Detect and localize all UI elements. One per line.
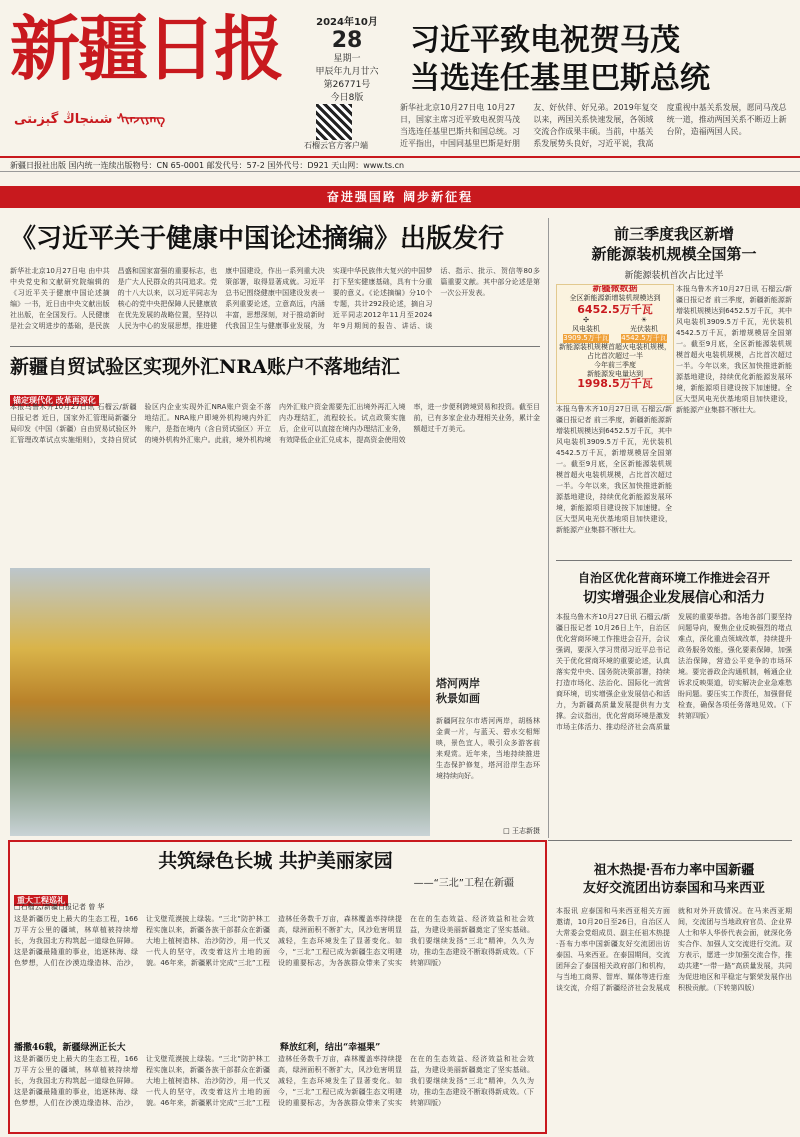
green-body-cont: 这是新疆历史上最大的生态工程，166万平方公里的疆域，林草植被持续增长，为我国北方构筑起一道绿色屏障。这是新疆最隆重的事业，追逐林海、绿色梦想，人们在沙漠边缘造林、治沙，让戈壁荒漠披上绿装。“三北”防护林工程实施以来，新疆各族干部群众在新疆大地上植树造林、治沙防沙，用一代又一代人的坚守，改变着这片土地的面貌。46年来，新疆累计完成“三北”工程造林任务数千万亩，森林覆盖率持续提高，绿洲面积不断扩大，风沙危害明显减轻，生态环境发生了显著变化。如今，“三北”工程已成为新疆生态文明建设的重要标志，为各族群众带来了实实在在的生态效益、经济效益和社会效益，为建设美丽新疆奠定了坚实基础。我们要继续发扬“三北”精神，久久为功，推动生态建设不断取得新成效。（下转第四版） [14, 1055, 534, 1107]
top-headline-line2: 当选连任基里巴斯总统 [410, 61, 710, 96]
biz-headline-line1: 自治区优化营商环境工作推进会召开 [577, 571, 770, 585]
infographic-label-gen: 新能源发电量达到 [587, 370, 643, 378]
biz-body: 本报乌鲁木齐10月27日讯 石榴云/新疆日报记者 10月26日上午，自治区优化营商环境工作推进会召开，会议强调，要深入学习贯彻习近平总书记关于优化营商环境的重要论述，认真落实党中央、国务院决策部署，持续打造市场化、法治化、国际化一流营商环境，切实增强企业发展信心和活力，为新疆高质量发展提供有力支撑。会议指出，优化营商环境是激发市场主体活力、推动经济社会高质量发展的重要举措。各地各部门要坚持问题导向，聚焦企业反映强烈的堵点难点，深化重点领域改革，持续提升政务服务效能，强化要素保障，加强法治保障，营造公平竞争的市场环境。要完善政企沟通机制，畅通企业诉求反映渠道，切实解决企业急难愁盼问题。要压实工作责任，加强督促检查，确保各项任务落地见效。（下转第四版） [556, 613, 792, 731]
photo-tarim-autumn[interactable] [10, 568, 430, 836]
column-divider [548, 218, 549, 838]
solar-label: 光伏装机 [630, 325, 658, 333]
nev-headline[interactable] [556, 224, 792, 264]
photo-caption: 新疆阿拉尔市塔河两岸，胡杨林金黄一片，与蓝天、碧水交相辉映，景色宜人，吸引众多游客前来观赏。近年来，当地持续推进生态保护修复，塔河沿岸生态环境持续向好。 [436, 717, 540, 780]
masthead-uyghur-name: شىنجاڭ گېزىتى ᠰᠢᠨᠵᠢᠶᠠᠩ [14, 112, 166, 127]
diplo-headline[interactable] [556, 862, 792, 898]
date-weekday: 星期一 [333, 54, 361, 64]
qr-code-icon[interactable] [316, 104, 352, 140]
green-subhead-1: 播撒46载，新疆绿洲正长大 [14, 1043, 126, 1053]
ftz-headline[interactable]: 新疆自贸试验区实现外汇NRA账户不落地结汇 [10, 356, 400, 378]
diplo-headline-line2: 友好交流团出访泰国和马来西亚 [582, 881, 765, 896]
nev-headline-line1: 前三季度我区新增 [613, 225, 734, 243]
green-byline: □石榴云/新疆日报记者 曾 华 [14, 903, 105, 911]
date-day: 28 [331, 28, 363, 53]
divider [10, 346, 540, 347]
ftz-tag-label: 锚定现代化 改革再深化 [10, 395, 99, 406]
green-subheadline: ——“三北”工程在新疆 [413, 878, 514, 889]
top-headline[interactable] [410, 22, 790, 98]
page-count: 今日8版 [330, 93, 364, 103]
nev-subheadline: 新能源装机首次占比过半 [624, 271, 724, 281]
infographic-period: 今年前三季度 [594, 361, 636, 369]
infographic-gen-value: 1998.5万千瓦 [577, 377, 653, 390]
photo-caption-title [436, 676, 540, 706]
ftz-body: 本报乌鲁木齐10月27日讯 石榴云/新疆日报记者 近日，国家外汇管理局新疆分局印发《中国（新疆）自由贸易试验区外汇管理改革试点实施细则》，支持自贸试验区内企业实现外汇NRA账户资金不落地结汇。NRA账户即境外机构境内外汇账户，是指在境内（含自贸试验区）开立的境外机构外汇账户。此前，境外机构境内外汇账户资金需要先汇出境外再汇入境内办理结汇，流程较长。试点政策实施后，企业可以直接在境内办理结汇业务，有效降低企业汇兑成本，提高资金使用效率，进一步便利跨境贸易和投资。截至目前，已有多家企业办理相关业务，累计金额超过千万美元。 [10, 403, 540, 444]
infographic-note: 新能源装机规模首超火电装机规模，占比首次超过一半 [559, 343, 671, 360]
wind-value: 3909.5万千瓦 [563, 334, 609, 342]
infographic-heading: 新疆微数据 [592, 284, 638, 294]
top-headline-body: 新华社北京10月27日电 10月27日，国家主席习近平致电祝贺马茂当选连任基里巴斯共和国总统。习近平指出，中国同基里巴斯是好朋友、好伙伴、好兄弟。2019年复交以来，两国关系快速发展，各领域交流合作成果丰硕。当前，中基关系发展势头良好，习近平说，我高度重视中基关系发展，愿同马茂总统一道，推动两国关系不断迈上新台阶，造福两国人民。 [400, 103, 787, 148]
photo-caption-title-line1: 塔河两岸 [436, 677, 480, 690]
green-subhead-2: 释放红利，结出“幸福果” [280, 1043, 381, 1053]
diplo-body: 本报讯 应泰国和马来西亚相关方面邀请，10月20日至26日，自治区人大常委会党组成员、副主任祖木热提·吾布力率中国新疆友好交流团出访泰国、马来西亚。在泰国期间，交流团拜会了泰国相关政府部门和机构，与当地工商界、智库、媒体等进行座谈交流，介绍了新疆经济社会发展成就和对外开放情况。在马来西亚期间，交流团与当地政府官员、企业界人士和华人华侨代表会面，就深化务实合作、加强人文交流进行交流。双方表示，愿进一步加强交流合作，推动共建“一带一路”高质量发展，共同为促进地区和平稳定与繁荣发展作出积极贡献。（下转第四版） [556, 907, 792, 992]
green-headline[interactable]: 共筑绿色长城 共护美丽家园 [158, 850, 393, 872]
slogan-banner: 奋进强国路 阔步新征程 [0, 186, 800, 208]
divider [548, 840, 792, 841]
lead-headline[interactable]: 《习近平关于健康中国论述摘编》出版发行 [10, 224, 505, 254]
lead-body: 新华社北京10月27日电 由中共中央党史和文献研究院编辑的《习近平关于健康中国论述摘编》一书，近日由中央文献出版社出版，在全国发行。人民健康是社会文明进步的基础，是民族昌盛和国家富强的重要标志，也是广大人民群众的共同追求。党的十八大以来，以习近平同志为核心的党中央把保障人民健康放在优先发展的战略位置，坚持以人民为中心的发展思想，推进健康中国建设，作出一系列重大决策部署，取得显著成就。习近平总书记围绕健康中国建设发表一系列重要论述，立意高远，内涵丰富，思想深刻，对于推动新时代我国卫生与健康事业发展，为实现中华民族伟大复兴的中国梦打下坚实健康基础，具有十分重要的意义。《论述摘编》分10个专题，共计292段论述，摘自习近平同志2012年11月至2024年9月期间的报告、讲话、谈话、指示、批示、贺信等80多篇重要文献。其中部分论述是第一次公开发表。 [10, 267, 540, 330]
green-tag-label: 重大工程巡礼 [14, 895, 68, 906]
diplo-headline-line1: 祖木热提·吾布力率中国新疆 [593, 863, 755, 878]
solar-value: 4542.5万千瓦 [621, 334, 667, 342]
nev-infographic [556, 284, 674, 404]
qr-label: 石榴云官方客户端 [304, 141, 368, 150]
photo-credit: □ 王志新摄 [503, 827, 540, 835]
nev-body-right: 本报乌鲁木齐10月27日讯 石榴云/新疆日报记者 前三季度，新疆新能源新增装机规模达到6452.5万千瓦，其中风电装机3909.5万千瓦，光伏装机4542.5万千瓦，新增规模居全国第一。截至9月底，全区新能源装机规模首超火电装机规模，占比首次超过一半。今年以来，我区加快推进新能源基地建设，持续优化新能源发展环境，新能源项目建设按下加速键。全区大型风电光伏基地项目加快建设，新能源产业集群不断壮大。 [676, 285, 792, 414]
green-body: 这是新疆历史上最大的生态工程，166万平方公里的疆域，林草植被持续增长，为我国北方构筑起一道绿色屏障。这是新疆最隆重的事业，追逐林海、绿色梦想，人们在沙漠边缘造林、治沙，让戈壁荒漠披上绿装。“三北”防护林工程实施以来，新疆各族干部群众在新疆大地上植树造林、治沙防沙，用一代又一代人的坚守，改变着这片土地的面貌。46年来，新疆累计完成“三北”工程造林任务数千万亩，森林覆盖率持续提高，绿洲面积不断扩大，风沙危害明显减轻，生态环境发生了显著变化。如今，“三北”工程已成为新疆生态文明建设的重要标志，为各族群众带来了实实在在的生态效益、经济效益和社会效益，为建设美丽新疆奠定了坚实基础。我们要继续发扬“三北”精神，久久为功，推动生态建设不断取得新成效。（下转第四版） [14, 915, 534, 967]
divider [556, 560, 792, 561]
date-year-month: 2024年10月 [316, 17, 378, 28]
wind-label: 风电装机 [572, 325, 600, 333]
solar-panel-icon: ☀ [640, 316, 648, 324]
publication-info-bar: 新疆日报社出版 国内统一连续出版物号：CN 65-0001 邮发代号：57-2 国外代号：D921 天山网：www.ts.cn [0, 156, 800, 172]
date-lunar: 甲辰年九月廿六 [315, 67, 379, 77]
infographic-label-total: 全区新能源新增装机规模达到 [569, 294, 661, 302]
biz-headline-line2: 切实增强企业发展信心和活力 [583, 590, 765, 606]
top-headline-line1: 习近平致电祝贺马茂 [410, 23, 680, 58]
biz-headline[interactable] [556, 568, 792, 608]
issue-number: 第26771号 [323, 80, 371, 90]
solar-stat [621, 316, 667, 343]
wind-turbine-icon: ✣ [583, 316, 589, 324]
infographic-total-value: 6452.5万千瓦 [577, 303, 653, 316]
wind-stat [563, 316, 609, 343]
date-box [300, 16, 394, 105]
newspaper-title: 新疆日报 [10, 7, 282, 90]
photo-caption-title-line2: 秋景如画 [436, 692, 480, 705]
nev-headline-line2: 新能源装机规模全国第一 [591, 245, 757, 263]
nev-body: 本报乌鲁木齐10月27日讯 石榴云/新疆日报记者 前三季度，新疆新能源新增装机规模达到6452.5万千瓦，其中风电装机3909.5万千瓦，光伏装机4542.5万千瓦，新增规模居全国第一。截至9月底，全区新能源装机规模首超火电装机规模，占比首次超过一半。今年以来，我区加快推进新能源基地建设，持续优化新能源发展环境，新能源项目建设按下加速键。全区大型风电光伏基地项目加快建设，新能源产业集群不断壮大。 [556, 405, 672, 534]
